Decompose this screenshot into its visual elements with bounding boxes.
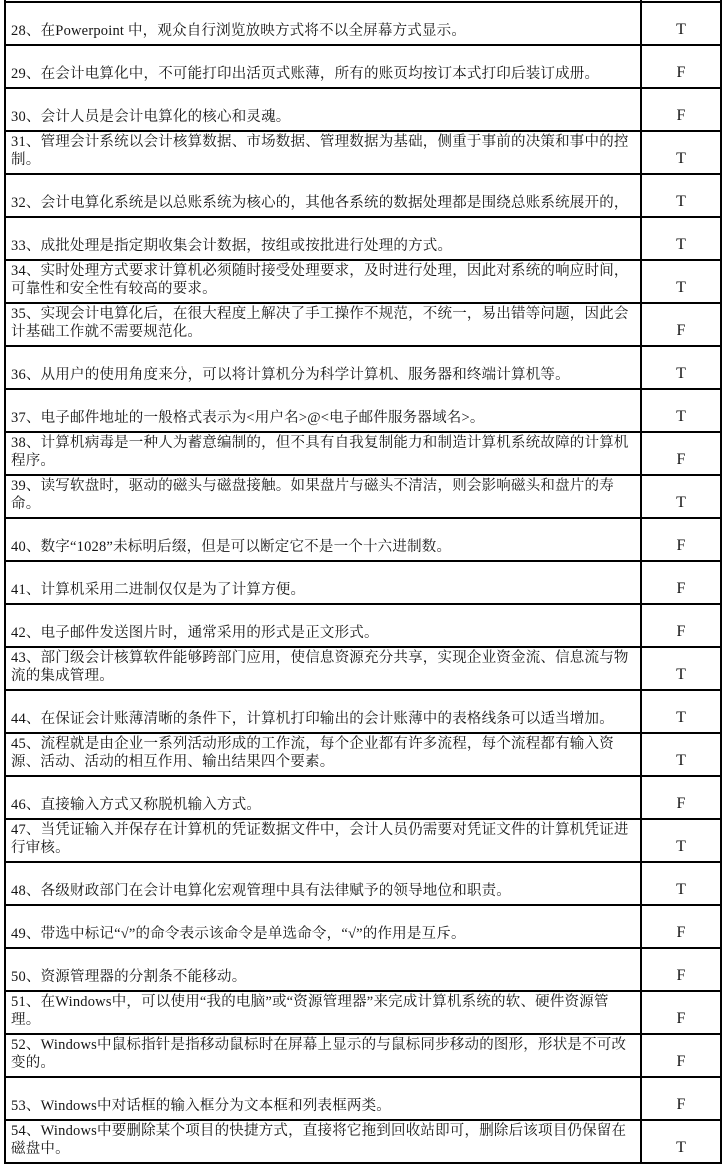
table-row (5, 819, 721, 862)
answer-cell: T (641, 389, 721, 432)
answer-cell: T (641, 260, 721, 303)
table-row (5, 991, 721, 1034)
answer-cell: T (641, 346, 721, 389)
question-cell: 38、计算机病毒是一种人为蓄意编制的，但不具有自我复制能力和制造计算机系统故障的计算机程序。 (5, 432, 641, 475)
question-cell: 41、计算机采用二进制仅仅是为了计算方便。 (5, 561, 641, 604)
answer-cell: F (641, 45, 721, 88)
answer-cell: F (641, 432, 721, 475)
table-row (5, 45, 721, 88)
question-cell: 40、数字“1028”未标明后缀，但是可以断定它不是一个十六进制数。 (5, 518, 641, 561)
table-row (5, 303, 721, 346)
question-cell: 44、在保证会计账薄清晰的条件下，计算机打印输出的会计账薄中的表格线条可以适当增加。 (5, 690, 641, 733)
answer-cell: T (641, 647, 721, 690)
question-cell: 42、电子邮件发送图片时，通常采用的形式是正文形式。 (5, 604, 641, 647)
question-cell: 54、Windows中要删除某个项目的快捷方式，直接将它拖到回收站即可，删除后该项目仍保留在磁盘中。 (5, 1120, 641, 1163)
question-cell: 39、读写软盘时，驱动的磁头与磁盘接触。如果盘片与磁头不清洁，则会影响磁头和盘片的寿命。 (5, 475, 641, 518)
table-row (5, 475, 721, 518)
question-cell: 37、电子邮件地址的一般格式表示为<用户名>@<电子邮件服务器域名>。 (5, 389, 641, 432)
table-body (5, 0, 721, 1163)
question-cell: 43、部门级会计核算软件能够跨部门应用，使信息资源充分共享，实现企业资金流、信息流与物流的集成管理。 (5, 647, 641, 690)
answer-cell: F (641, 561, 721, 604)
table-row (5, 862, 721, 905)
question-cell: 49、带选中标记“√”的命令表示该命令是单选命令，“√”的作用是互斥。 (5, 905, 641, 948)
table-row (5, 389, 721, 432)
table-row (5, 776, 721, 819)
question-cell: 50、资源管理器的分割条不能移动。 (5, 948, 641, 991)
answer-cell: T (641, 819, 721, 862)
question-cell: 36、从用户的使用角度来分，可以将计算机分为科学计算机、服务器和终端计算机等。 (5, 346, 641, 389)
answer-cell: T (641, 733, 721, 776)
table-row (5, 174, 721, 217)
answer-cell: F (641, 905, 721, 948)
answer-cell: T (641, 862, 721, 905)
table-row (5, 647, 721, 690)
answer-cell: T (641, 475, 721, 518)
answer-cell: F (641, 1034, 721, 1077)
table-row (5, 432, 721, 475)
question-cell: 32、会计电算化系统是以总账系统为核心的，其他各系统的数据处理都是围绕总账系统展开的， (5, 174, 641, 217)
table-row (5, 260, 721, 303)
answer-cell: T (641, 2, 721, 45)
table-row (5, 1120, 721, 1163)
answer-cell: T (641, 217, 721, 260)
question-cell: 31、管理会计系统以会计核算数据、市场数据、管理数据为基础，侧重于事前的决策和事中的控制。 (5, 131, 641, 174)
true-false-question-table (4, 0, 722, 1164)
table-row (5, 905, 721, 948)
question-cell: 33、成批处理是指定期收集会计数据，按组或按批进行处理的方式。 (5, 217, 641, 260)
table-row (5, 88, 721, 131)
table-row (5, 733, 721, 776)
table-row (5, 604, 721, 647)
question-cell: 30、会计人员是会计电算化的核心和灵魂。 (5, 88, 641, 131)
answer-cell: F (641, 991, 721, 1034)
answer-cell: F (641, 1077, 721, 1120)
answer-cell: T (641, 131, 721, 174)
question-cell: 45、流程就是由企业一系列活动形成的工作流，每个企业都有许多流程，每个流程都有输入资源、活动、活动的相互作用、输出结果四个要素。 (5, 733, 641, 776)
question-cell: 46、直接输入方式又称脱机输入方式。 (5, 776, 641, 819)
answer-cell: F (641, 518, 721, 561)
answer-cell: T (641, 174, 721, 217)
table-row (5, 1077, 721, 1120)
table-row (5, 2, 721, 45)
answer-cell: F (641, 604, 721, 647)
table-row (5, 948, 721, 991)
answer-cell: F (641, 948, 721, 991)
table-row (5, 346, 721, 389)
table-row (5, 217, 721, 260)
table-row (5, 561, 721, 604)
table-row (5, 690, 721, 733)
answer-cell: F (641, 303, 721, 346)
question-cell: 47、当凭证输入并保存在计算机的凭证数据文件中，会计人员仍需要对凭证文件的计算机凭证进行审核。 (5, 819, 641, 862)
answer-cell: F (641, 88, 721, 131)
answer-cell: F (641, 776, 721, 819)
question-cell: 29、在会计电算化中，不可能打印出活页式账薄，所有的账页均按订本式打印后装订成册。 (5, 45, 641, 88)
answer-cell: T (641, 690, 721, 733)
question-cell: 34、实时处理方式要求计算机必须随时接受处理要求，及时进行处理，因此对系统的响应时间，可靠性和安全性有较高的要求。 (5, 260, 641, 303)
answer-cell: T (641, 1120, 721, 1163)
table-row (5, 518, 721, 561)
table-row (5, 1034, 721, 1077)
question-cell: 35、实现会计电算化后，在很大程度上解决了手工操作不规范，不统一，易出错等问题，因此会计基础工作就不需要规范化。 (5, 303, 641, 346)
question-cell: 48、各级财政部门在会计电算化宏观管理中具有法律赋予的领导地位和职责。 (5, 862, 641, 905)
question-cell: 53、Windows中对话框的输入框分为文本框和列表框两类。 (5, 1077, 641, 1120)
question-cell: 28、在Powerpoint 中，观众自行浏览放映方式将不以全屏幕方式显示。 (5, 2, 641, 45)
table-row (5, 131, 721, 174)
question-cell: 52、Windows中鼠标指针是指移动鼠标时在屏幕上显示的与鼠标同步移动的图形，形状是不可改变的。 (5, 1034, 641, 1077)
question-cell: 51、在Windows中，可以使用“我的电脑”或“资源管理器”来完成计算机系统的软、硬件资源管理。 (5, 991, 641, 1034)
